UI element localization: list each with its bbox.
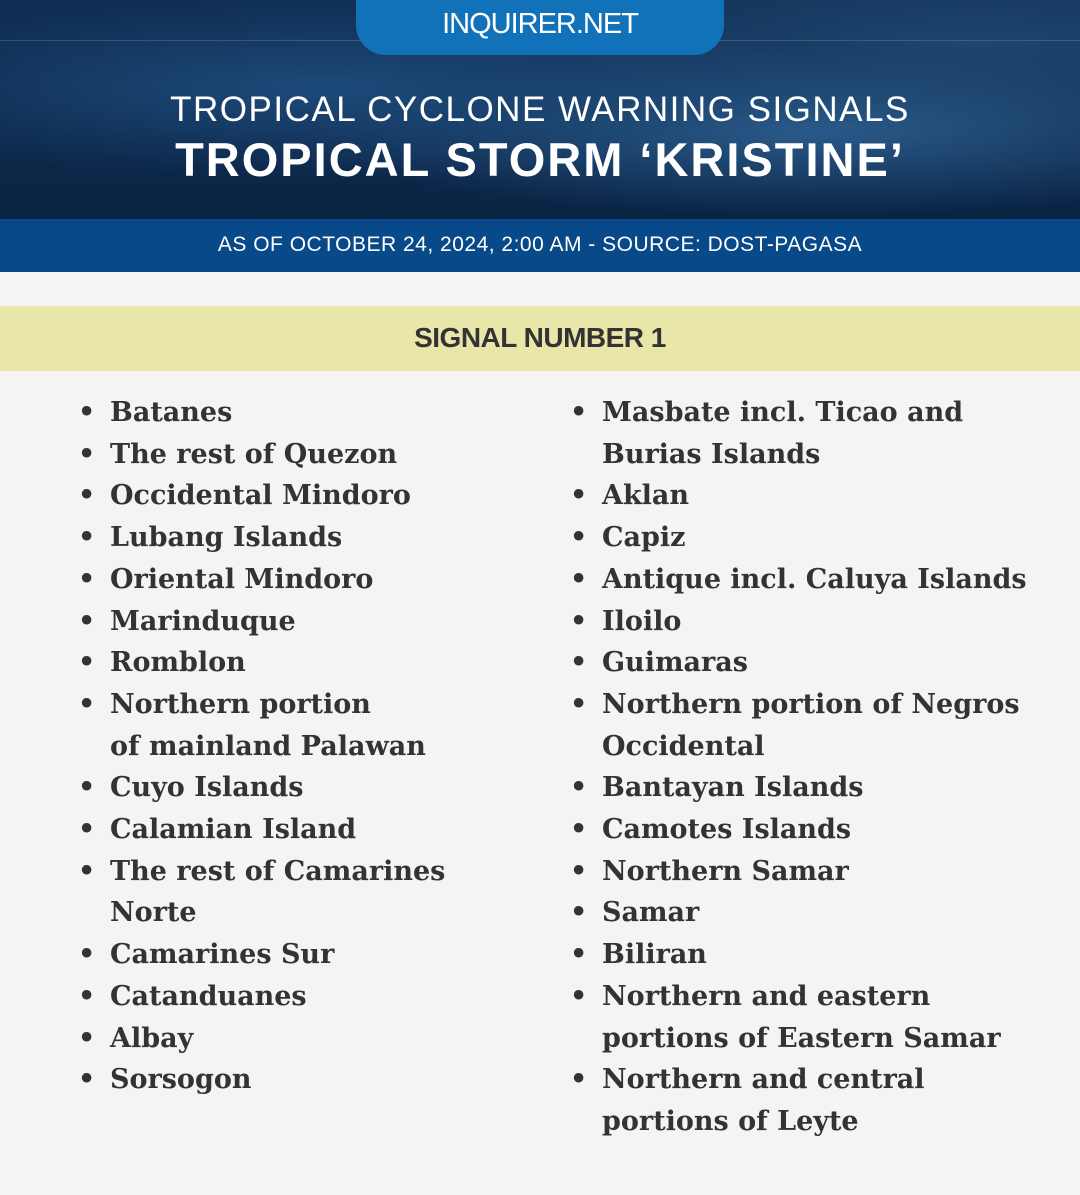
area-list-item: • Northern portion of mainland Palawan xyxy=(78,684,445,767)
area-list-item: • Northern and central portions of Leyte xyxy=(570,1059,1027,1142)
area-list-item: • Northern portion of Negros Occidental xyxy=(570,684,1027,767)
area-list-item: • Lubang Islands xyxy=(78,517,445,559)
brand-logo[interactable]: INQUIRER.NET xyxy=(356,0,724,55)
area-list-item: • Oriental Mindoro xyxy=(78,559,445,601)
area-list-item: • Cuyo Islands xyxy=(78,767,445,809)
area-list-item: • Northern Samar xyxy=(570,851,1027,893)
signal-heading: SIGNAL NUMBER 1 xyxy=(0,306,1080,371)
area-list-item: • Biliran xyxy=(570,934,1027,976)
area-list-item: • Batanes xyxy=(78,392,445,434)
header-banner xyxy=(0,0,1080,219)
area-list-item: • Camotes Islands xyxy=(570,809,1027,851)
area-list-item: • Marinduque xyxy=(78,601,445,643)
as-of-source: AS OF OCTOBER 24, 2024, 2:00 AM - SOURCE: DOST-PAGASA xyxy=(0,219,1080,272)
area-list-item: • Aklan xyxy=(570,475,1027,517)
area-list-item: • Occidental Mindoro xyxy=(78,475,445,517)
area-list-item: • Sorsogon xyxy=(78,1059,445,1101)
area-list-item: • Guimaras xyxy=(570,642,1027,684)
area-list-item: • Antique incl. Caluya Islands xyxy=(570,559,1027,601)
area-list-item: • Samar xyxy=(570,892,1027,934)
area-list-item: • Albay xyxy=(78,1018,445,1060)
page-title: TROPICAL CYCLONE WARNING SIGNALS xyxy=(170,90,910,129)
area-list-item: • Iloilo xyxy=(570,601,1027,643)
area-list-item: • The rest of Quezon xyxy=(78,434,445,476)
area-list-item: • Calamian Island xyxy=(78,809,445,851)
right-area-list xyxy=(570,392,1027,1143)
area-list-item: • Catanduanes xyxy=(78,976,445,1018)
area-list-item: • The rest of Camarines Norte xyxy=(78,851,445,934)
left-area-list xyxy=(78,392,445,1101)
area-list-item: • Bantayan Islands xyxy=(570,767,1027,809)
area-list-item: • Camarines Sur xyxy=(78,934,445,976)
area-list-item: • Romblon xyxy=(78,642,445,684)
area-list-item: • Masbate incl. Ticao and Burias Islands xyxy=(570,392,1027,475)
area-list-item: • Capiz xyxy=(570,517,1027,559)
storm-name: TROPICAL STORM ‘KRISTINE’ xyxy=(175,133,905,186)
area-list-item: • Northern and eastern portions of Eastern Samar xyxy=(570,976,1027,1059)
